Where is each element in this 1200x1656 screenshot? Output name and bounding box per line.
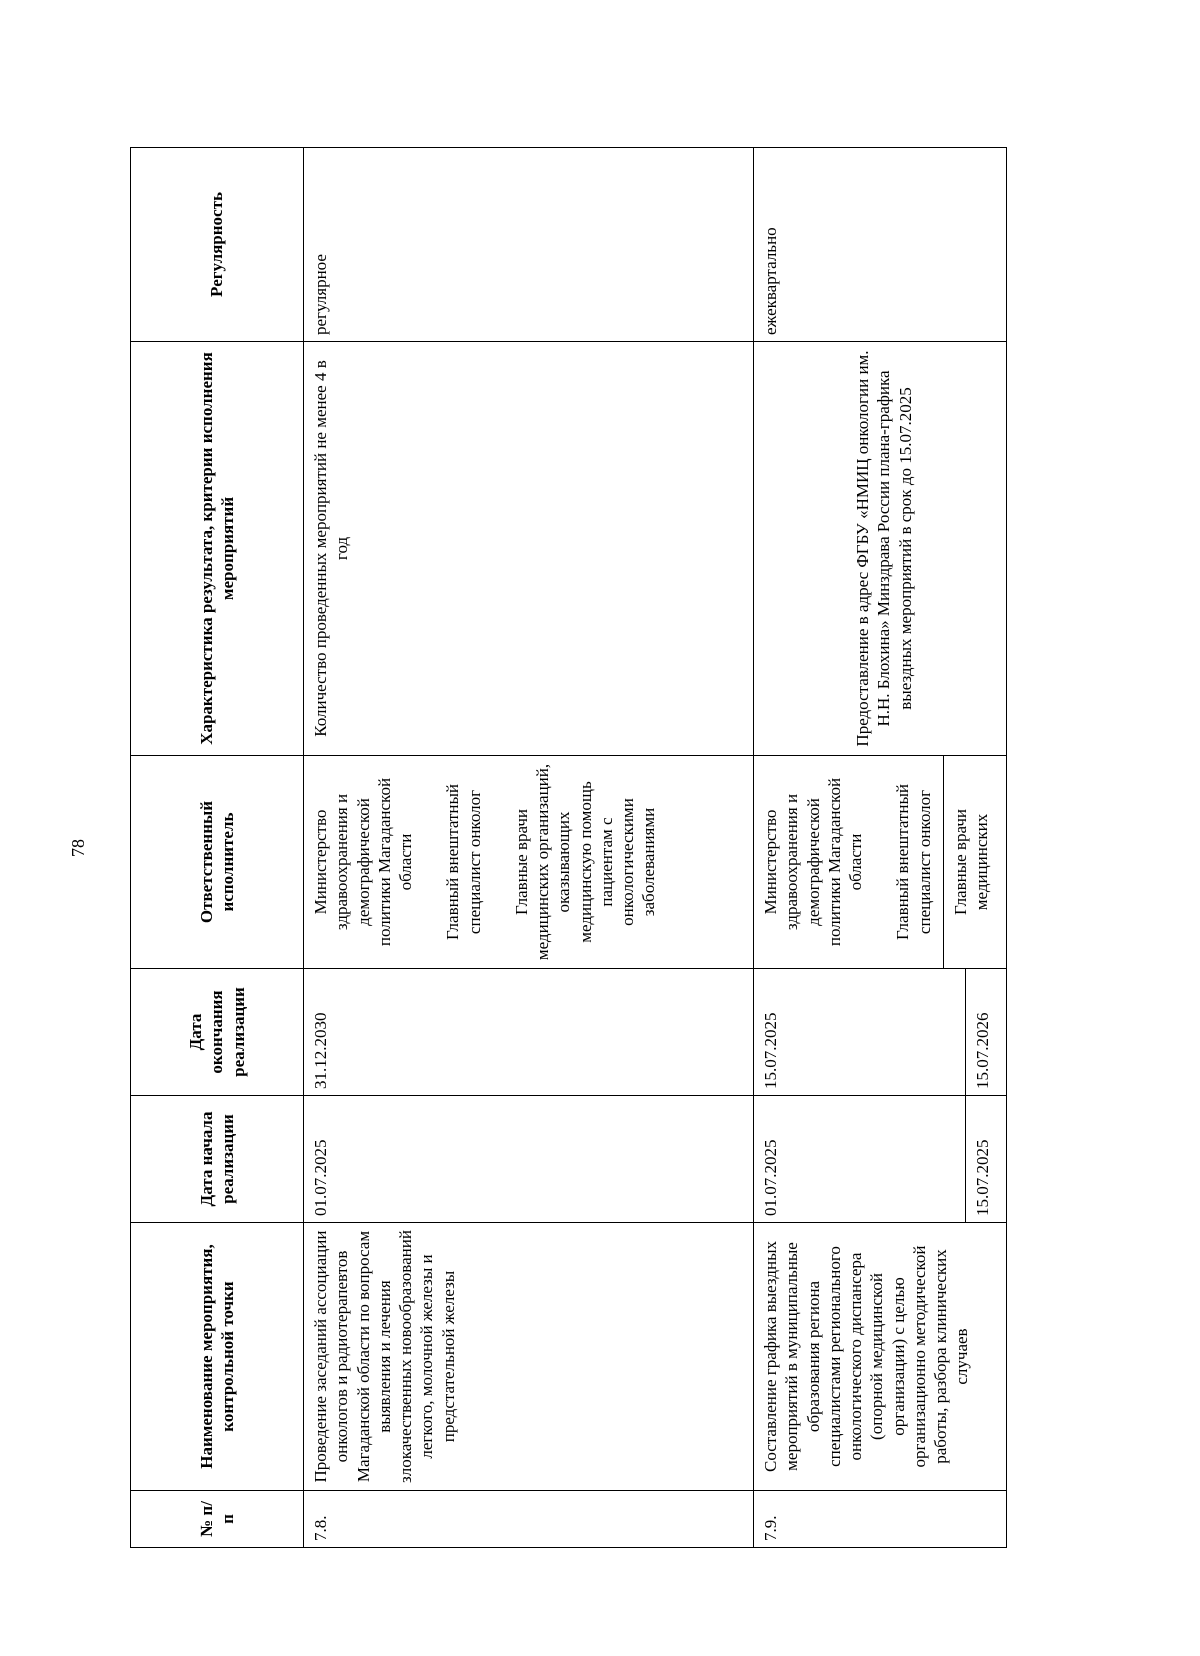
- row-regularity: ежеквартально: [754, 148, 1007, 342]
- header-result: Характеристика результата, критерии исполнения мероприятий: [131, 342, 304, 756]
- row-end-date-cell: [754, 969, 1007, 1096]
- row-name: Составление графика выездных мероприятий в муниципальные образования региона специалистами регионального онкологического диспансера (опорной медицинской организации) с целью организационно методической работы, разбора клинических случаев: [754, 1223, 1007, 1491]
- row-responsible: [754, 756, 1007, 969]
- page-number: 78: [68, 839, 88, 857]
- result-text: Предоставление в адрес ФГБУ «НМИЦ онкологии им. Н.Н. Блохина» Минздрава России плана-графика выездных мероприятий в срок до 15.07.2025: [853, 350, 915, 747]
- header-responsible: Ответственный исполнитель: [131, 756, 304, 969]
- header-num: № п/п: [131, 1491, 304, 1548]
- responsible-ministry: Министерство здравоохранения и демографической политики Магаданской области: [761, 777, 865, 947]
- row-end-date: 31.12.2030: [304, 969, 754, 1096]
- row-result: Количество проведенных мероприятий не менее 4 в год: [304, 342, 754, 756]
- header-end: Дата окончания реализации: [131, 969, 304, 1096]
- row-responsible: [304, 756, 754, 969]
- row-regularity: регулярное: [304, 148, 754, 342]
- responsible-chief-oncologist: Главный внештатный специалист онколог: [893, 783, 934, 941]
- row-num: 7.8.: [304, 1491, 754, 1548]
- responsible-ministry: Министерство здравоохранения и демографической политики Магаданской области: [311, 777, 415, 947]
- row-num: 7.9.: [754, 1491, 1007, 1548]
- activities-table: [130, 147, 1007, 1548]
- responsible-chief-doctors: Главные врачи медицинских организаций, оказывающих медицинскую помощь пациентам с онкологическими заболеваниями: [511, 763, 659, 961]
- row-name: Проведение заседаний ассоциации онкологов и радиотерапевтов Магаданской области по вопросам выявления и лечения злокачественных новообразований легкого, молочной железы и предстательной железы: [304, 1223, 754, 1491]
- row-result: [754, 342, 1007, 756]
- row-start-date: 01.07.2025: [304, 1096, 754, 1223]
- row-end-date: 15.07.2025: [761, 1012, 780, 1089]
- table-row: [304, 148, 754, 1548]
- row-start-date-cell: [754, 1096, 1007, 1223]
- subrow-end-date: 15.07.2026: [965, 969, 1006, 1095]
- header-regularity: Регулярность: [131, 148, 304, 342]
- responsible-chief-doctors: Главные врачи медицинских: [943, 756, 993, 968]
- rotated-page: [68, 148, 1030, 1548]
- responsible-chief-oncologist: Главный внештатный специалист онколог: [443, 783, 484, 941]
- subrow-start-date: 15.07.2025: [965, 1096, 1006, 1222]
- table-row: [754, 148, 1007, 1548]
- header-start: Дата начала реализации: [131, 1096, 304, 1223]
- header-row: [131, 148, 304, 1548]
- header-name: Наименование мероприятия, контрольной точки: [131, 1223, 304, 1491]
- row-start-date: 01.07.2025: [761, 1139, 780, 1216]
